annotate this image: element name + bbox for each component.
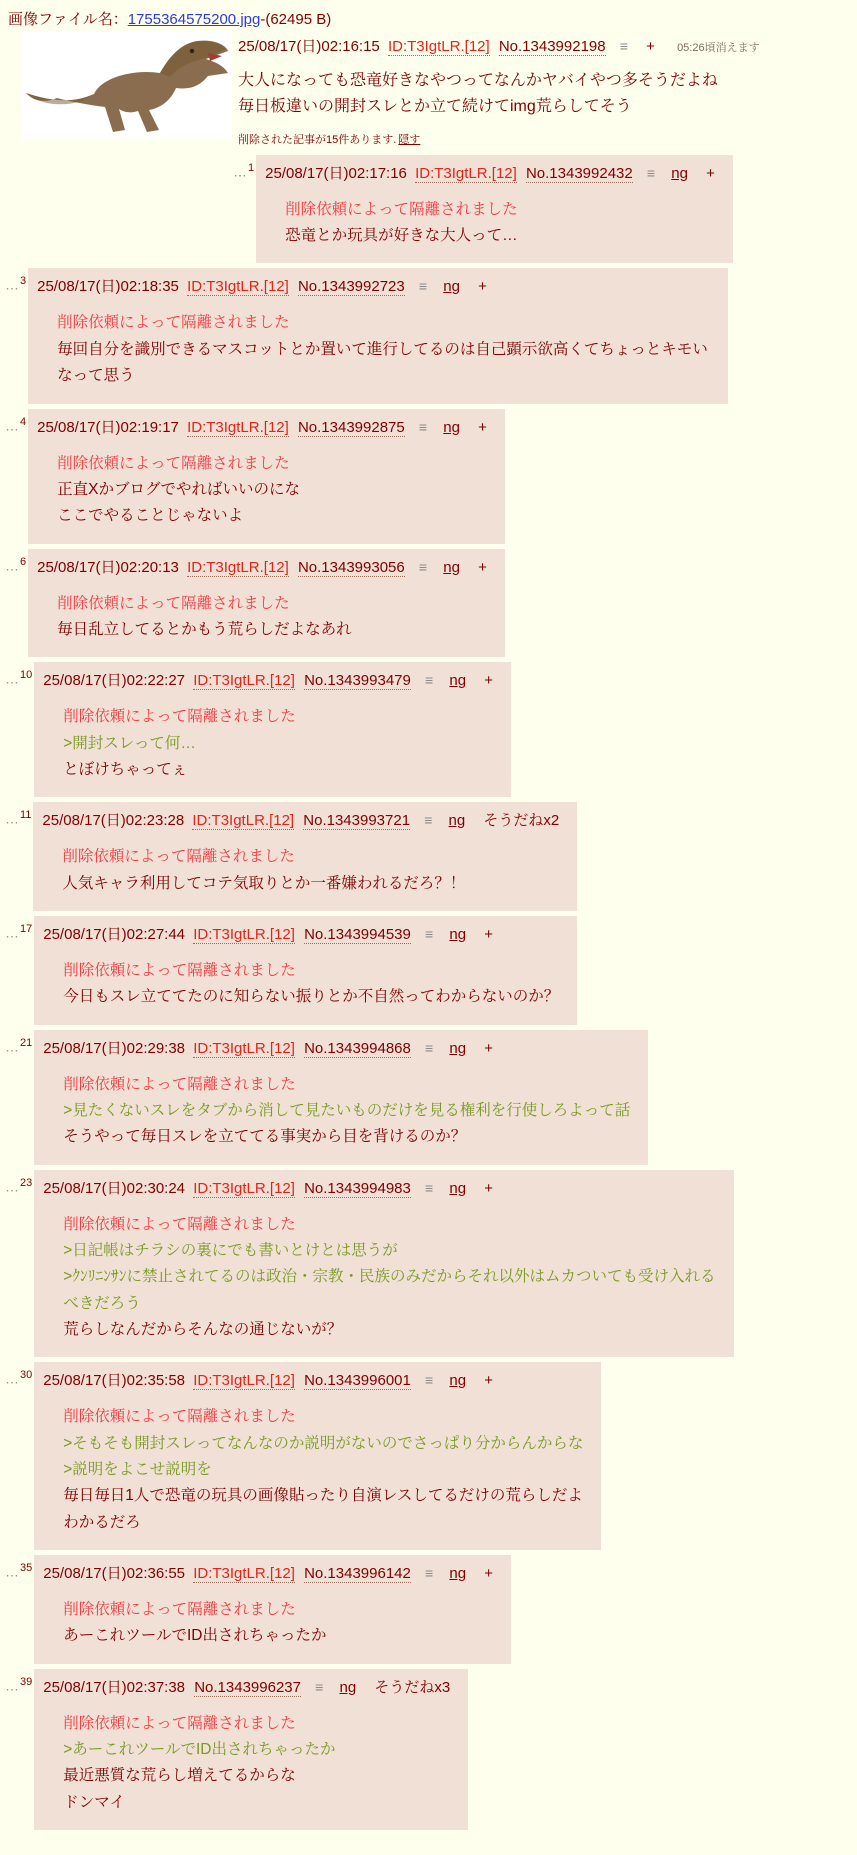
reply-body	[63, 1597, 493, 1650]
file-size: -(62495 B)	[260, 11, 332, 28]
menu-icon[interactable]: ≡	[418, 558, 428, 575]
reply-date: 25/08/17(日)02:36:55	[43, 1565, 186, 1583]
menu-icon[interactable]: ≡	[619, 38, 628, 54]
reply-index: 4	[20, 415, 27, 428]
menu-icon[interactable]: ≡	[418, 418, 428, 435]
reply-menu-dots[interactable]	[0, 916, 34, 941]
reply-menu-dots[interactable]	[0, 662, 34, 687]
dots-icon: …	[5, 277, 19, 294]
menu-icon[interactable]: ≡	[418, 278, 428, 295]
reply-index: 6	[20, 555, 27, 568]
body-line: 荒らしなんだからそんなの通じないが？	[63, 1321, 343, 1339]
quarantine-notice: 削除依頼によって隔離されました	[63, 961, 296, 979]
dots-icon: …	[5, 1677, 19, 1694]
reply-box	[34, 1170, 734, 1358]
menu-icon[interactable]: ≡	[425, 1565, 434, 1582]
reply-body	[63, 704, 493, 783]
dots-icon: …	[5, 417, 19, 434]
reply-index: 11	[20, 809, 32, 822]
reply-row	[0, 662, 857, 797]
reply-body	[63, 1212, 716, 1344]
dots-icon: …	[5, 1563, 19, 1580]
dots-icon: …	[5, 810, 19, 827]
reply-number-link[interactable]: No.1343993721	[303, 812, 411, 830]
plus-button[interactable]: +	[478, 278, 487, 296]
reply-date: 25/08/17(日)02:20:13	[37, 558, 179, 576]
reply-index: 1	[248, 161, 255, 174]
reply-body	[57, 451, 487, 530]
body-line: 恐竜とか玩具が好きな大人って…	[285, 227, 518, 245]
op-body-line: 大人になっても恐竜好きなやつってなんかヤバイやつ多そうだよね	[238, 72, 718, 89]
reply-number-link[interactable]: No.1343992723	[297, 278, 405, 296]
quote-line: >ｸﾝﾘﾆﾝｻﾝに禁止されてるのは政治・宗教・民族のみだからそれ以外はムカついても受け入れるべきだろう	[63, 1268, 716, 1312]
op-number-link[interactable]: No.1343992198	[498, 38, 606, 55]
menu-icon[interactable]: ≡	[315, 1678, 324, 1695]
dots-icon: …	[5, 557, 19, 574]
reply-date: 25/08/17(日)02:22:27	[43, 672, 186, 690]
op-id[interactable]: ID:T3IgtLR.[12]	[387, 38, 490, 55]
file-line	[8, 8, 857, 29]
ng-button[interactable]: ng	[449, 1179, 467, 1197]
reply-row	[0, 1170, 857, 1358]
plus-button[interactable]: +	[484, 1179, 493, 1197]
reply-date: 25/08/17(日)02:30:24	[43, 1179, 186, 1197]
dots-icon: …	[5, 1371, 19, 1388]
thread-op	[22, 31, 857, 147]
body-line: 毎日毎日1人で恐竜の玩具の画像貼ったり自演レスしてるだけの荒らしだよ	[63, 1487, 583, 1505]
ng-button[interactable]: ng	[449, 672, 467, 690]
op-content	[238, 31, 857, 147]
quarantine-notice: 削除依頼によって隔離されました	[63, 1714, 296, 1732]
reply-index: 21	[20, 1036, 33, 1049]
ng-button[interactable]: ng	[449, 1565, 467, 1583]
reply-menu-dots[interactable]	[0, 409, 28, 434]
reply-row	[0, 1555, 857, 1664]
plus-button[interactable]: +	[484, 1039, 493, 1057]
quarantine-notice: 削除依頼によって隔離されました	[285, 200, 518, 218]
body-line: 正直Xかブログでやればいいのにな	[57, 480, 300, 498]
reply-box	[28, 549, 505, 658]
reply-menu-dots[interactable]	[0, 1030, 34, 1055]
dots-icon: …	[5, 670, 19, 687]
reply-row	[0, 409, 857, 544]
deleted-notice-text: 削除された記事が15件あります.	[238, 133, 397, 146]
thread-thumbnail-link[interactable]	[22, 31, 232, 139]
body-line: とぼけちゃってぇ	[63, 760, 188, 778]
replies	[0, 147, 857, 1830]
reply-number-link[interactable]: No.1343993479	[304, 672, 411, 690]
ng-button[interactable]: ng	[448, 812, 466, 830]
reply-date: 25/08/17(日)02:27:44	[43, 925, 186, 943]
reply-box	[28, 268, 728, 403]
ng-button[interactable]: ng	[339, 1678, 357, 1696]
reply-index: 30	[20, 1369, 33, 1382]
quarantine-notice: 削除依頼によって隔離されました	[63, 1075, 296, 1093]
body-line: あーこれツールでID出されちゃったか	[63, 1627, 327, 1645]
ng-button[interactable]: ng	[449, 1372, 467, 1390]
reply-date: 25/08/17(日)02:37:38	[43, 1678, 186, 1696]
menu-icon[interactable]: ≡	[425, 1372, 434, 1389]
ng-button[interactable]: ng	[449, 925, 467, 943]
reply-number-link[interactable]: No.1343996001	[304, 1372, 411, 1390]
file-name-link[interactable]: 1755364575200.jpg	[127, 11, 261, 28]
reply-row	[0, 1030, 857, 1165]
plus-button[interactable]: +	[706, 164, 715, 182]
reply-index: 17	[20, 922, 33, 935]
reply-id[interactable]: ID:T3IgtLR.[12]	[193, 925, 295, 943]
reply-number-link[interactable]: No.1343994868	[304, 1039, 411, 1057]
sodane-count[interactable]: そうだねx2	[483, 812, 560, 830]
quote-line: >あーこれツールでID出されちゃったか	[63, 1741, 336, 1759]
reply-number-link[interactable]: No.1343996142	[304, 1565, 411, 1583]
reply-box	[34, 1669, 468, 1830]
body-line: そうやって毎日スレを立ててる事実から目を背けるのか？	[63, 1128, 467, 1146]
plus-button[interactable]: +	[484, 1565, 493, 1583]
reply-header	[265, 162, 715, 183]
reply-box	[34, 1362, 601, 1550]
quarantine-notice: 削除依頼によって隔離されました	[63, 1601, 296, 1619]
reply-row	[0, 549, 857, 658]
reply-number-link[interactable]: No.1343993056	[297, 558, 405, 576]
reply-header	[43, 1177, 716, 1198]
plus-button[interactable]: +	[478, 418, 487, 436]
reply-row	[0, 1669, 857, 1830]
reply-header	[37, 275, 710, 296]
reply-date: 25/08/17(日)02:35:58	[43, 1372, 186, 1390]
ng-button[interactable]: ng	[443, 418, 460, 436]
reply-id[interactable]: ID:T3IgtLR.[12]	[193, 1372, 295, 1390]
quote-line: >説明をよこせ説明を	[63, 1461, 212, 1479]
menu-icon[interactable]: ≡	[425, 925, 434, 942]
reply-body	[63, 1404, 583, 1536]
deleted-notice	[238, 131, 857, 147]
reply-menu-dots[interactable]	[0, 549, 28, 574]
reply-box	[34, 1030, 648, 1165]
reply-number-link[interactable]: No.1343992875	[297, 418, 405, 436]
sodane-count[interactable]: そうだねx3	[374, 1678, 451, 1696]
quarantine-notice: 削除依頼によって隔離されました	[63, 708, 296, 726]
menu-icon[interactable]: ≡	[425, 672, 434, 689]
quarantine-notice: 削除依頼によって隔離されました	[57, 594, 290, 612]
ng-button[interactable]: ng	[449, 1039, 467, 1057]
reply-menu-dots[interactable]	[0, 1555, 34, 1580]
dots-icon: …	[5, 1178, 19, 1195]
ng-button[interactable]: ng	[443, 558, 460, 576]
dots-icon: …	[5, 1038, 19, 1055]
reply-index: 10	[20, 669, 33, 682]
reply-body	[63, 1711, 450, 1816]
reply-header	[43, 1562, 493, 1583]
reply-row	[0, 916, 857, 1025]
file-label: 画像ファイル名：	[8, 11, 128, 28]
plus-button[interactable]: +	[484, 1372, 493, 1390]
reply-body	[57, 310, 710, 389]
reply-box	[256, 155, 733, 264]
plus-button[interactable]: +	[484, 672, 493, 690]
reply-body	[57, 591, 487, 644]
reply-menu-dots[interactable]	[0, 1669, 34, 1694]
reply-id[interactable]: ID:T3IgtLR.[12]	[415, 164, 517, 182]
reply-header	[43, 1369, 583, 1390]
reply-row	[228, 155, 857, 264]
reply-index: 23	[20, 1176, 33, 1189]
body-line: ドンマイ	[63, 1793, 125, 1811]
reply-header	[43, 1676, 450, 1697]
reply-body	[63, 1072, 630, 1151]
plus-button[interactable]: +	[484, 925, 493, 943]
menu-icon[interactable]: ≡	[425, 1179, 434, 1196]
reply-date: 25/08/17(日)02:17:16	[265, 164, 407, 182]
reply-header	[43, 669, 493, 690]
body-line: ここでやることじゃないよ	[57, 507, 244, 525]
reply-number-link[interactable]: No.1343996237	[194, 1678, 301, 1696]
menu-icon[interactable]: ≡	[425, 1039, 434, 1056]
reply-menu-dots[interactable]	[0, 268, 28, 293]
reply-box	[34, 662, 511, 797]
menu-icon[interactable]: ≡	[424, 812, 433, 829]
reply-index: 39	[20, 1675, 33, 1688]
reply-date: 25/08/17(日)02:19:17	[37, 418, 179, 436]
ng-button[interactable]: ng	[443, 278, 460, 296]
reply-id[interactable]: ID:T3IgtLR.[12]	[187, 278, 289, 296]
reply-menu-dots[interactable]	[0, 1170, 34, 1195]
dinosaur-image	[22, 31, 232, 139]
reply-header	[43, 1037, 630, 1058]
quote-line: >そもそも開封スレってなんなのか説明がないのでさっぱり分からんからな	[63, 1434, 584, 1452]
dots-icon: …	[5, 924, 19, 941]
reply-date: 25/08/17(日)02:23:28	[42, 812, 185, 830]
body-line: 人気キャラ利用してコテ気取りとか一番嫌われるだろ？！	[62, 874, 466, 892]
quote-line: >開封スレって何…	[63, 734, 196, 752]
body-line: 毎日乱立してるとかもう荒らしだよなあれ	[57, 620, 352, 638]
reply-header	[43, 923, 559, 944]
op-body	[238, 68, 857, 121]
reply-box	[33, 802, 577, 911]
reply-body	[285, 197, 715, 250]
quote-line: >日記帳はチラシの裏にでも書いとけとは思うが	[63, 1242, 398, 1259]
quarantine-notice: 削除依頼によって隔離されました	[57, 454, 290, 472]
quarantine-notice: 削除依頼によって隔離されました	[62, 848, 295, 866]
reply-id[interactable]: ID:T3IgtLR.[12]	[192, 812, 295, 830]
reply-index: 3	[20, 275, 27, 288]
reply-id[interactable]: ID:T3IgtLR.[12]	[187, 558, 289, 576]
reply-number-link[interactable]: No.1343992432	[525, 164, 633, 182]
reply-body	[62, 844, 559, 897]
reply-date: 25/08/17(日)02:29:38	[43, 1039, 186, 1057]
ng-button[interactable]: ng	[671, 164, 688, 182]
reply-number-link[interactable]: No.1343994983	[304, 1179, 411, 1197]
menu-icon[interactable]: ≡	[646, 164, 656, 181]
reply-body	[63, 958, 559, 1011]
reply-menu-dots[interactable]	[0, 1362, 34, 1387]
plus-button[interactable]: +	[646, 38, 655, 55]
body-line: 最近悪質な荒らし増えてるからな	[63, 1767, 296, 1785]
quarantine-notice: 削除依頼によって隔離されました	[57, 314, 290, 332]
reply-row	[0, 802, 857, 911]
reply-id[interactable]: ID:T3IgtLR.[12]	[193, 1179, 295, 1197]
op-body-line: 毎日板違いの開封スレとか立て続けてimg荒らしてそう	[238, 98, 632, 116]
body-line: わかるだろ	[63, 1513, 141, 1531]
reply-menu-dots[interactable]	[0, 802, 33, 827]
reply-id[interactable]: ID:T3IgtLR.[12]	[193, 1565, 295, 1583]
op-header	[238, 35, 857, 56]
dots-icon: …	[233, 163, 247, 180]
reply-row	[0, 1362, 857, 1550]
quarantine-notice: 削除依頼によって隔離されました	[63, 1408, 296, 1426]
plus-button[interactable]: +	[478, 558, 487, 576]
reply-menu-dots[interactable]	[228, 155, 256, 180]
reply-number-link[interactable]: No.1343994539	[304, 925, 411, 943]
reply-box	[34, 916, 577, 1025]
reply-id[interactable]: ID:T3IgtLR.[12]	[193, 672, 295, 690]
reply-id[interactable]: ID:T3IgtLR.[12]	[193, 1039, 295, 1057]
reply-index: 35	[20, 1562, 33, 1575]
reply-box	[34, 1555, 511, 1664]
body-line: 今日もスレ立ててたのに知らない振りとか不自然ってわからないのか？	[63, 988, 560, 1006]
expire-time: 05:26頃消えます	[677, 42, 760, 54]
body-line: 毎回自分を識別できるマスコットとか置いて進行してるのは自己顕示欲高くてちょっとキモいなって思う	[57, 340, 708, 385]
reply-date: 25/08/17(日)02:18:35	[37, 278, 179, 296]
reply-box	[28, 409, 505, 544]
reply-row	[0, 268, 857, 403]
reply-header	[42, 809, 559, 830]
reply-id[interactable]: ID:T3IgtLR.[12]	[187, 418, 289, 436]
quarantine-notice: 削除依頼によって隔離されました	[63, 1215, 296, 1233]
reply-header	[37, 556, 487, 577]
reply-header	[37, 416, 487, 437]
hide-deleted-link[interactable]: 隠す	[398, 133, 421, 146]
quote-line: >見たくないスレをタブから消して見たいものだけを見る権利を行使しろよって話	[63, 1101, 631, 1119]
op-date: 25/08/17(日)02:16:15	[238, 38, 380, 55]
